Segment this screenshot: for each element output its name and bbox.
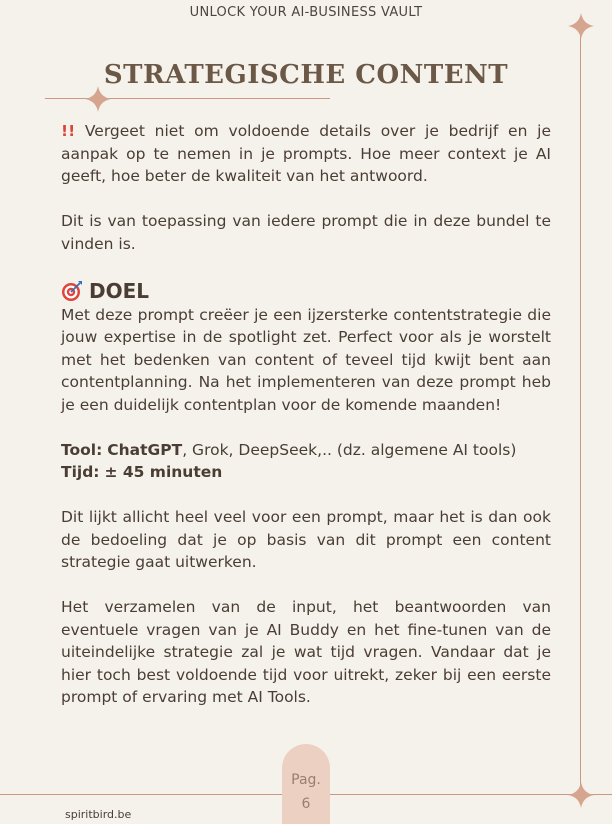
page-number-tab <box>282 744 330 824</box>
intro-applies: Dit is van toepassing van iedere prompt die in deze bundel te vinden is. <box>61 212 551 253</box>
header-title: UNLOCK YOUR AI-BUSINESS VAULT <box>189 5 423 20</box>
footer-site: spiritbird.be <box>65 808 132 821</box>
tool-primary: ChatGPT <box>107 440 183 459</box>
body-paragraph-1: Dit lijkt allicht heel veel voor een prompt, maar het is dan ook de bedoeling dat je op basis van dit prompt een content strategie gaat uitwerken. <box>61 508 551 571</box>
body-paragraph-2: Het verzamelen van de input, het beantwoorden van eventuele vragen van je AI Buddy en het fine-tunen van de uiteindelijke strategie zal je wat tijd vragen. Vandaar dat je hier toch best voldoende tijd voor uitrekt, zeker bij een eerste prompt of ervaring met AI Tools. <box>61 598 551 706</box>
goal-text: Met deze prompt creëer je een ijzersterke contentstrategie die jouw expertise in de spotlight zet. Perfect voor als je worstelt met het bedenken van content of teveel tijd kwijt bent aan contentplanning. Na het implementeren van deze prompt heb je een duidelijk contentplan voor de komende maanden! <box>61 305 551 414</box>
tool-line <box>61 439 551 462</box>
intro-warning <box>61 120 551 188</box>
page-label: Pag. <box>291 772 321 788</box>
right-border-line <box>580 26 581 794</box>
page-title: STRATEGISCHE CONTENT <box>103 60 509 90</box>
time-line <box>61 461 551 484</box>
page-number: 6 <box>301 796 311 812</box>
target-icon <box>61 280 83 302</box>
goal-heading-text: DOEL <box>89 278 150 303</box>
main-content <box>61 120 551 731</box>
tool-rest: , Grok, DeepSeek,.. (dz. algemene AI tools) <box>182 440 517 459</box>
time-value: ± 45 minuten <box>104 463 223 481</box>
time-label: Tijd: <box>61 463 100 481</box>
warning-text: Vergeet niet om voldoende details over je bedrijf en je aanpak op te nemen in je prompts. Hoe meer context je AI geeft, hoe beter de kwaliteit van het antwoord. <box>61 122 551 185</box>
top-star-icon <box>566 11 596 41</box>
bottom-star-icon <box>566 780 596 810</box>
tool-label: Tool: <box>61 440 103 459</box>
warning-mark: !! <box>61 122 76 140</box>
goal-heading <box>61 278 551 304</box>
